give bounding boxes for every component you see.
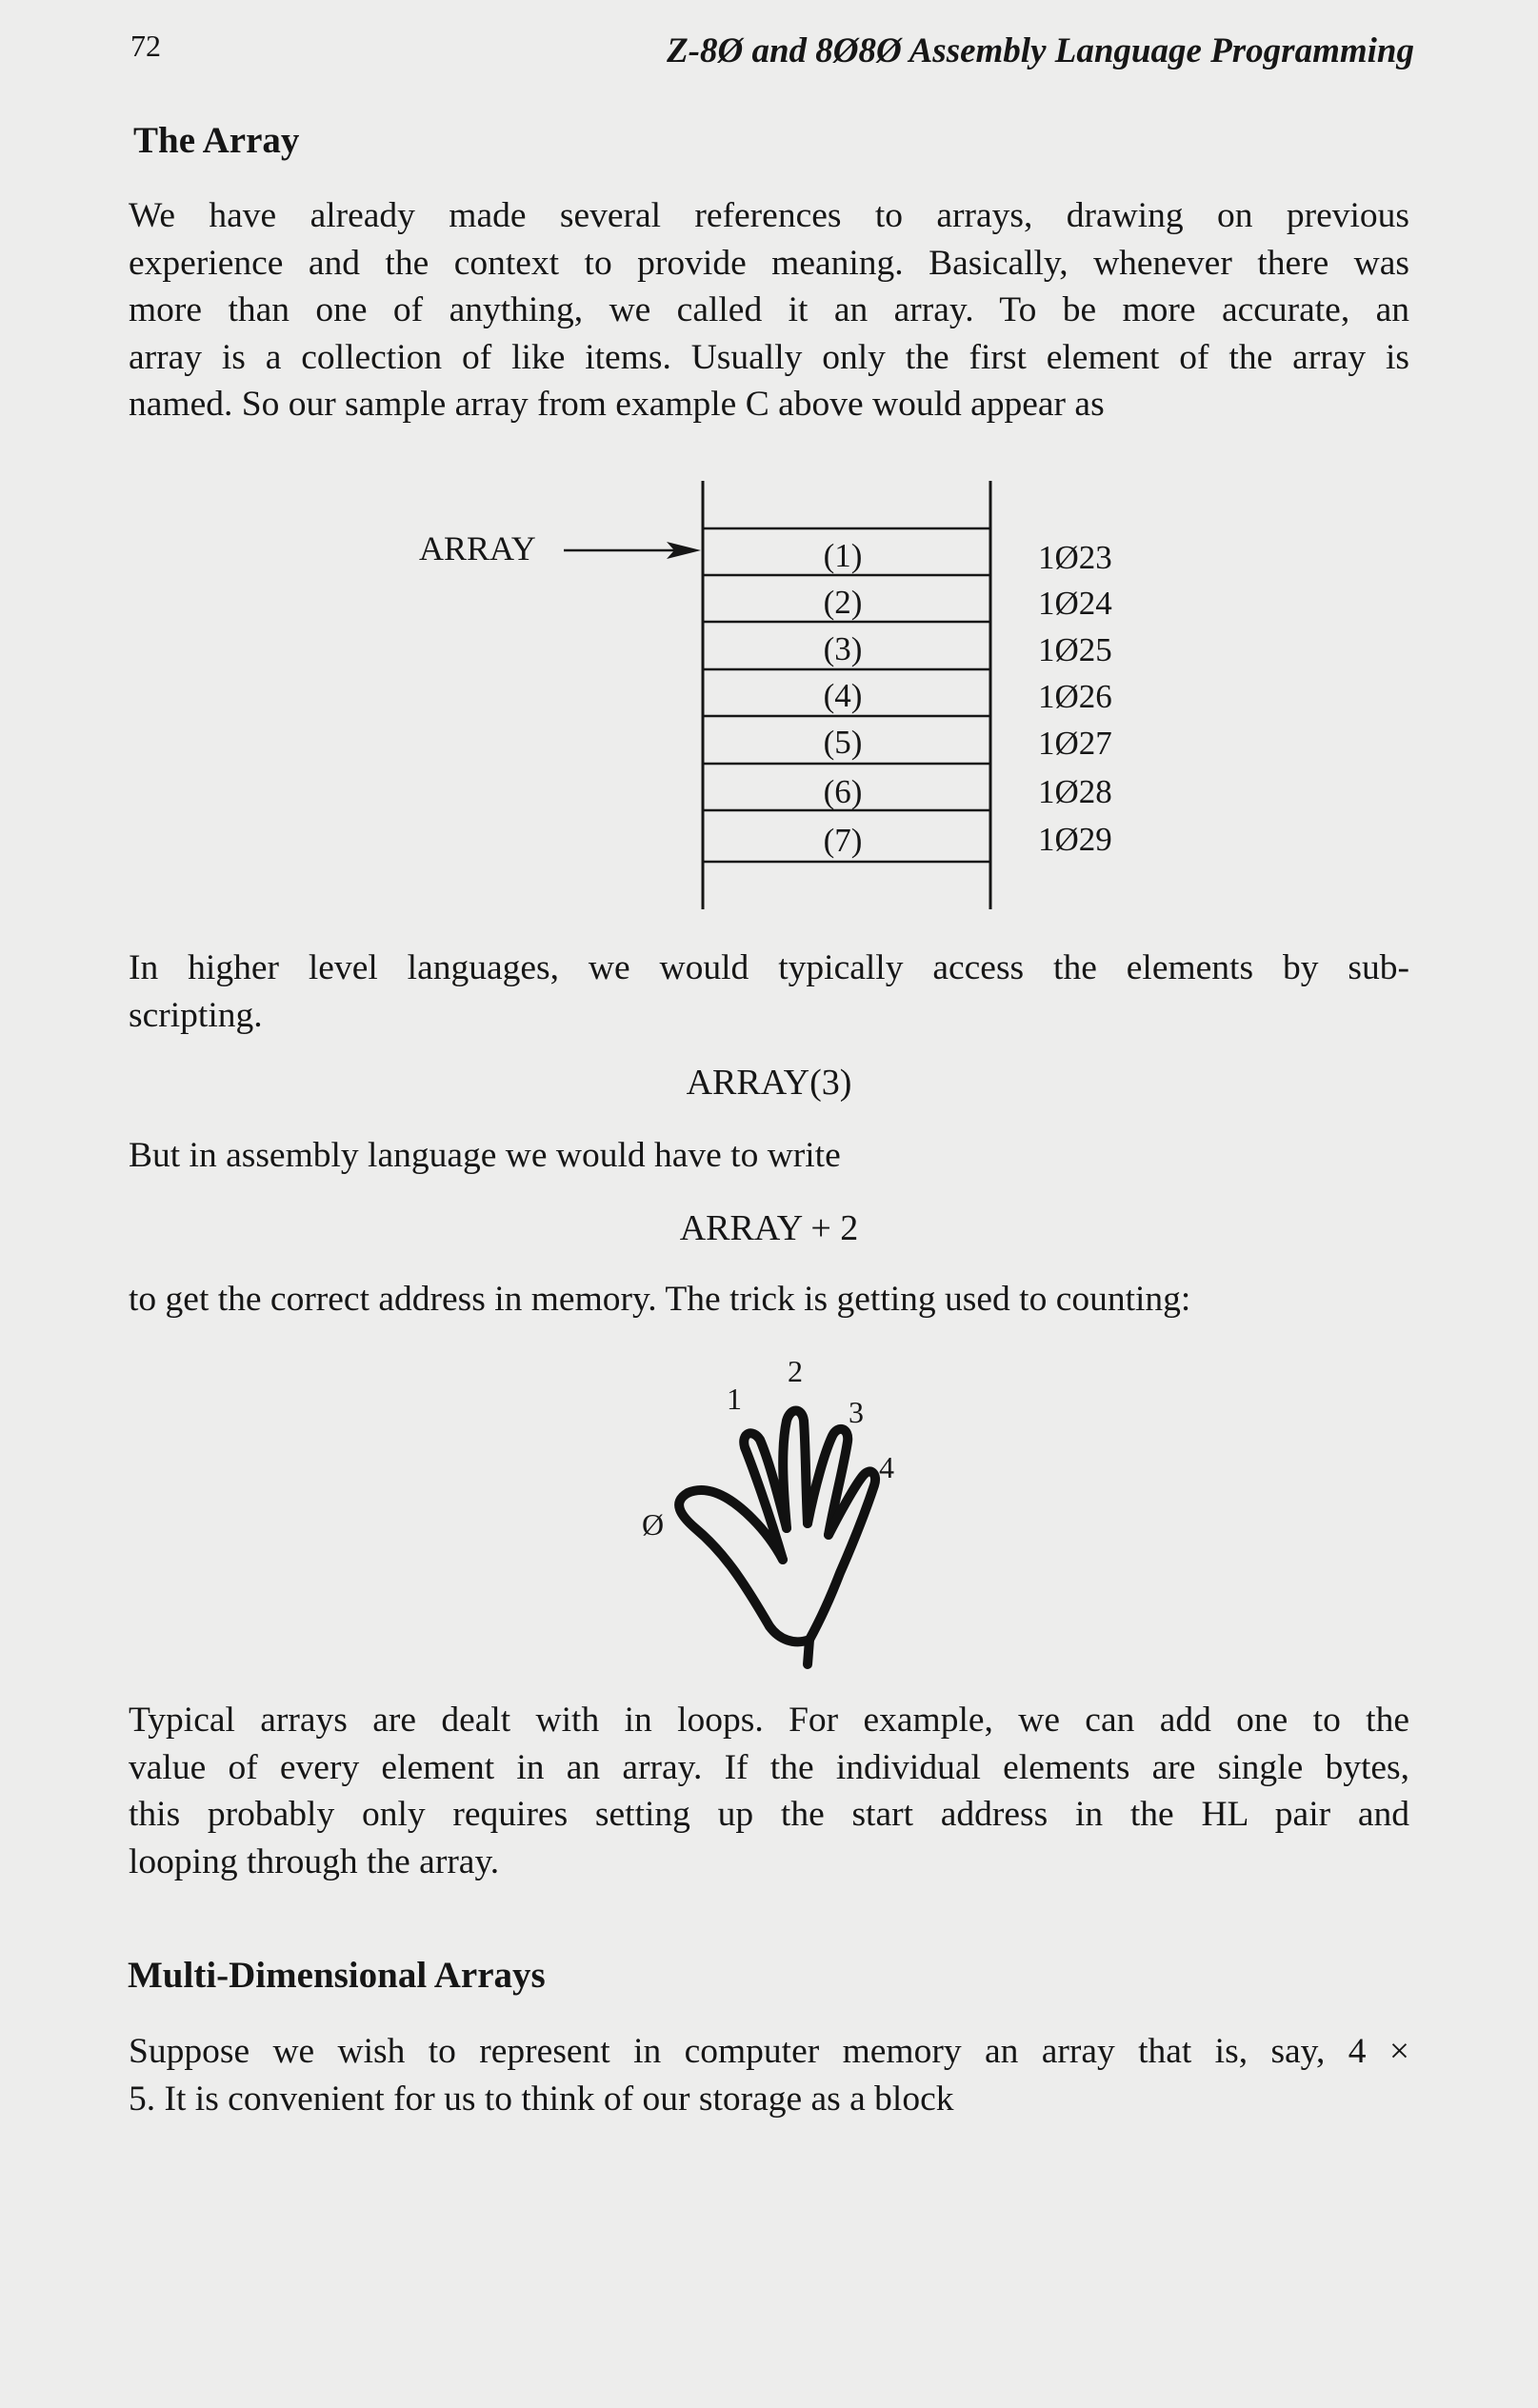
page-number: 72	[130, 29, 161, 63]
finger-label: Ø	[642, 1507, 665, 1542]
hand-icon	[679, 1411, 875, 1665]
text-line: experience and the context to provide meaning. Basically, whenever there was	[129, 243, 1409, 283]
text-line: value of every element in an array. If the individual elements are single bytes,	[129, 1747, 1409, 1787]
array-cell-address: 1Ø26	[1038, 678, 1112, 715]
array-cell-label: (5)	[823, 724, 863, 761]
array-cell-address: 1Ø23	[1038, 539, 1112, 576]
finger-label: 2	[788, 1354, 803, 1388]
section-heading-the-array: The Array	[133, 120, 300, 161]
code-array-offset: ARRAY + 2	[679, 1208, 859, 1248]
array-cell-label: (1)	[823, 537, 863, 574]
paragraph-counting: to get the correct address in memory. The trick is getting used to counting:	[129, 1280, 1191, 1319]
array-cell-address: 1Ø24	[1038, 585, 1112, 622]
finger-label: 4	[879, 1450, 894, 1484]
paragraph-assembly-write: But in assembly language we would have to write	[129, 1136, 841, 1175]
array-cell-address: 1Ø29	[1038, 821, 1112, 858]
array-cell-label: (6)	[823, 773, 863, 810]
text-line: 5. It is convenient for us to think of our storage as a block	[129, 2079, 954, 2119]
finger-label: 3	[849, 1395, 864, 1429]
array-cell-address: 1Ø28	[1038, 773, 1112, 810]
text-line: named. So our sample array from example C above would appear as	[129, 385, 1105, 424]
code-array-subscript: ARRAY(3)	[686, 1063, 852, 1103]
text-line: In higher level languages, we would typically access the elements by sub-	[129, 948, 1409, 987]
paragraph-multi-dimensional	[129, 2028, 1409, 2122]
array-cell-label: (2)	[823, 584, 863, 621]
text-line: Suppose we wish to represent in computer memory an array that is, say, 4 ×	[129, 2032, 1409, 2071]
text-line: We have already made several references to arrays, drawing on previous	[129, 196, 1409, 235]
array-cell-label: (3)	[823, 630, 863, 667]
text-line: Typical arrays are dealt with in loops. For example, we can add one to the	[129, 1701, 1409, 1740]
running-title: Z-8Ø and 8Ø8Ø Assembly Language Programming	[667, 31, 1414, 70]
array-pointer-label: ARRAY	[419, 529, 536, 567]
array-cell-label: (4)	[823, 677, 863, 714]
array-cell-label: (7)	[823, 822, 863, 859]
finger-label: 1	[727, 1382, 742, 1416]
array-cell-address: 1Ø27	[1038, 725, 1112, 762]
array-cell-address: 1Ø25	[1038, 631, 1112, 668]
text-line: this probably only requires setting up the start address in the HL pair and	[129, 1795, 1409, 1834]
text-line: looping through the array.	[129, 1841, 500, 1881]
paragraph-loops	[129, 1697, 1409, 1885]
text-line: array is a collection of like items. Usually only the first element of the array is	[129, 337, 1409, 377]
text-line: more than one of anything, we called it an array. To be more accurate, an	[129, 290, 1409, 329]
text-line: scripting.	[129, 995, 263, 1035]
section-heading-multi-dimensional-arrays: Multi-Dimensional Arrays	[128, 1955, 546, 1996]
